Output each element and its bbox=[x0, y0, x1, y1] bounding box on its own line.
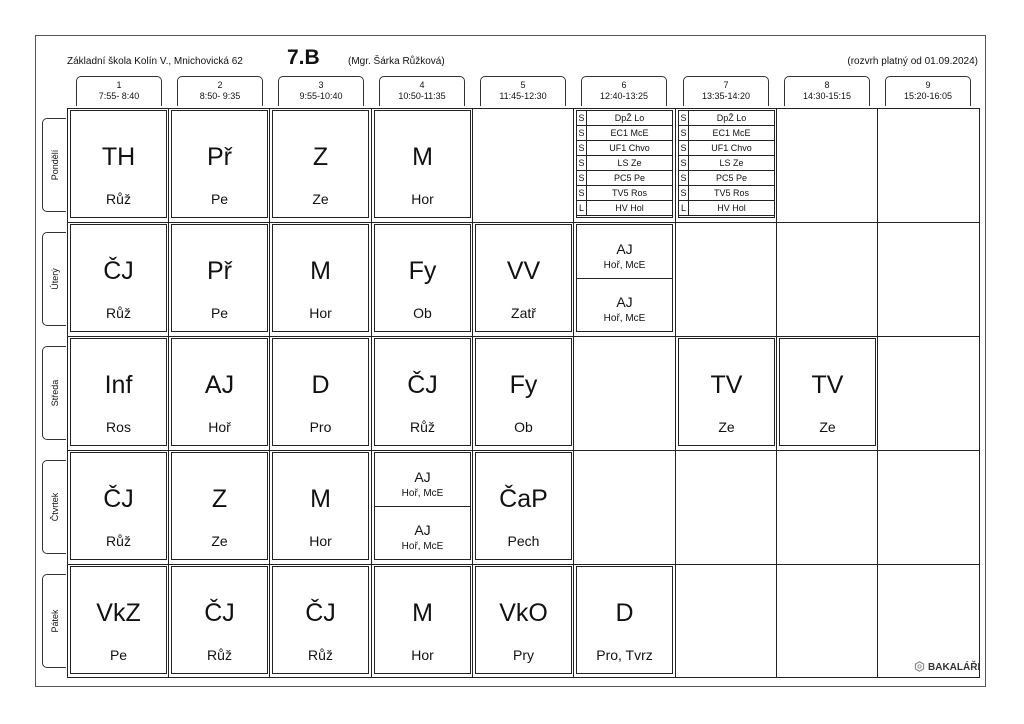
lesson-teacher: Pe bbox=[210, 191, 229, 207]
period-time: 13:35-14:20 bbox=[701, 91, 751, 101]
lesson-teacher: Ze bbox=[211, 533, 228, 549]
group-row bbox=[577, 141, 672, 156]
group-label: HV Hol bbox=[615, 203, 644, 213]
lesson-subject: Př bbox=[207, 143, 232, 171]
lesson-teacher: Růž bbox=[106, 533, 131, 549]
group-type: S bbox=[679, 186, 689, 200]
lesson-subject: ČaP bbox=[499, 485, 548, 513]
lesson-cell[interactable] bbox=[576, 566, 673, 674]
split-half-top bbox=[577, 225, 672, 278]
lesson-teacher: Ze bbox=[718, 419, 735, 435]
lesson-subject: ČJ bbox=[407, 371, 438, 399]
lesson-cell[interactable] bbox=[171, 110, 268, 218]
period-tab-8 bbox=[784, 76, 870, 106]
group-type: L bbox=[577, 201, 587, 215]
group-type: L bbox=[679, 201, 689, 215]
period-time: 14:30-15:15 bbox=[802, 91, 852, 101]
grid-line bbox=[573, 108, 574, 678]
group-type: S bbox=[679, 111, 689, 125]
group-row bbox=[577, 186, 672, 201]
lesson-subject: Fy bbox=[509, 371, 538, 399]
group-label: HV Hol bbox=[717, 203, 746, 213]
group-row bbox=[577, 201, 672, 216]
lesson-subject: AJ bbox=[204, 371, 235, 399]
day-label: Úterý bbox=[49, 268, 60, 290]
lesson-teacher: Pro bbox=[309, 419, 332, 435]
lesson-subject: M bbox=[412, 599, 433, 627]
lesson-subject: ČJ bbox=[103, 485, 134, 513]
grid-line bbox=[371, 108, 372, 678]
class-name: 7.B bbox=[287, 46, 320, 69]
period-tab-4 bbox=[379, 76, 465, 106]
group-type: S bbox=[577, 186, 587, 200]
lesson-subject: M bbox=[310, 485, 331, 513]
group-lesson-cell[interactable] bbox=[678, 110, 775, 218]
lesson-teacher: Pe bbox=[109, 647, 128, 663]
period-tab-7 bbox=[683, 76, 769, 106]
lesson-subject: AJ bbox=[616, 294, 633, 310]
lesson-cell[interactable] bbox=[272, 338, 369, 446]
period-tab-3 bbox=[278, 76, 364, 106]
group-label: UF1 Chvo bbox=[711, 143, 752, 153]
lesson-subject: VkO bbox=[499, 599, 548, 627]
period-tab-9 bbox=[885, 76, 971, 106]
group-label: UF1 Chvo bbox=[609, 143, 650, 153]
period-tab-5 bbox=[480, 76, 566, 106]
group-label: TV5 Ros bbox=[713, 188, 749, 198]
day-label: Středa bbox=[49, 379, 60, 407]
lesson-teacher: Hoř, McE bbox=[401, 488, 444, 499]
lesson-teacher: Zatř bbox=[511, 305, 536, 321]
lesson-teacher: Růž bbox=[207, 647, 232, 663]
lesson-cell[interactable] bbox=[475, 338, 572, 446]
lesson-teacher: Ros bbox=[106, 419, 131, 435]
split-lesson-cell[interactable] bbox=[576, 224, 673, 332]
group-label: LS Ze bbox=[719, 158, 744, 168]
day-tab-monday bbox=[42, 118, 66, 212]
grid-line bbox=[877, 108, 878, 678]
group-row bbox=[679, 141, 774, 156]
lesson-subject: Fy bbox=[408, 257, 437, 285]
grid-line bbox=[472, 108, 473, 678]
lesson-cell[interactable] bbox=[272, 224, 369, 332]
group-row bbox=[577, 111, 672, 126]
lesson-cell[interactable] bbox=[171, 224, 268, 332]
lesson-subject: VV bbox=[506, 257, 541, 285]
group-label: EC1 McE bbox=[610, 128, 649, 138]
lesson-subject: D bbox=[615, 599, 634, 627]
lesson-subject: ČJ bbox=[204, 599, 235, 627]
lesson-teacher: Hoř bbox=[208, 419, 231, 435]
period-number: 5 bbox=[520, 80, 526, 90]
lesson-teacher: Růž bbox=[308, 647, 333, 663]
lesson-cell[interactable] bbox=[475, 566, 572, 674]
bakalari-logo bbox=[914, 661, 980, 673]
lesson-teacher: Hoř, McE bbox=[401, 541, 444, 552]
school-name: Základní škola Kolín V., Mnichovická 62 bbox=[67, 56, 243, 67]
lesson-subject: ČJ bbox=[305, 599, 336, 627]
lesson-cell[interactable] bbox=[70, 452, 167, 560]
group-label: PC5 Pe bbox=[715, 173, 748, 183]
lesson-cell[interactable] bbox=[374, 224, 471, 332]
lesson-teacher: Růž bbox=[410, 419, 435, 435]
group-type: S bbox=[577, 141, 587, 155]
lesson-subject: TV bbox=[710, 371, 743, 399]
lesson-cell[interactable] bbox=[171, 338, 268, 446]
group-type: S bbox=[679, 126, 689, 140]
period-time: 12:40-13:25 bbox=[599, 91, 649, 101]
lesson-teacher: Pe bbox=[210, 305, 229, 321]
lesson-subject: Z bbox=[312, 143, 329, 171]
group-type: S bbox=[577, 126, 587, 140]
period-time: 7:55- 8:40 bbox=[98, 91, 140, 101]
group-row bbox=[679, 111, 774, 126]
lesson-subject: TH bbox=[101, 143, 136, 171]
period-number: 3 bbox=[318, 80, 324, 90]
lesson-teacher: Ob bbox=[514, 419, 533, 435]
split-lesson-cell[interactable] bbox=[374, 452, 471, 560]
day-tab-wednesday bbox=[42, 346, 66, 440]
lesson-subject: Inf bbox=[104, 371, 133, 399]
period-number: 9 bbox=[925, 80, 931, 90]
group-type: S bbox=[577, 111, 587, 125]
period-tab-1 bbox=[76, 76, 162, 106]
period-time: 15:20-16:05 bbox=[903, 91, 953, 101]
period-number: 4 bbox=[419, 80, 425, 90]
lesson-teacher: Hor bbox=[411, 191, 434, 207]
grid-line bbox=[776, 108, 777, 678]
lesson-teacher: Ze bbox=[819, 419, 836, 435]
lesson-subject: ČJ bbox=[103, 257, 134, 285]
lesson-subject: TV bbox=[811, 371, 844, 399]
grid-line bbox=[67, 222, 980, 223]
group-type: S bbox=[577, 171, 587, 185]
group-label: PC5 Pe bbox=[613, 173, 646, 183]
lesson-subject: VkZ bbox=[96, 599, 141, 627]
group-type: S bbox=[679, 141, 689, 155]
period-number: 2 bbox=[217, 80, 223, 90]
grid-line bbox=[67, 564, 980, 565]
group-row bbox=[679, 126, 774, 141]
lesson-teacher: Růž bbox=[106, 191, 131, 207]
group-lesson-cell[interactable] bbox=[576, 110, 673, 218]
lesson-subject: Př bbox=[207, 257, 232, 285]
group-row bbox=[679, 201, 774, 216]
split-half-bottom bbox=[375, 506, 470, 559]
period-number: 1 bbox=[116, 80, 122, 90]
lesson-subject: AJ bbox=[414, 522, 431, 538]
group-row bbox=[577, 171, 672, 186]
group-label: TV5 Ros bbox=[611, 188, 647, 198]
period-number: 7 bbox=[723, 80, 729, 90]
lesson-teacher: Hor bbox=[411, 647, 434, 663]
split-half-top bbox=[375, 453, 470, 506]
lesson-teacher: Hor bbox=[309, 305, 332, 321]
lesson-teacher: Ob bbox=[413, 305, 432, 321]
group-label: LS Ze bbox=[617, 158, 642, 168]
lesson-subject: AJ bbox=[616, 241, 633, 257]
lesson-cell[interactable] bbox=[272, 110, 369, 218]
day-tab-tuesday bbox=[42, 232, 66, 326]
lesson-teacher: Hor bbox=[309, 533, 332, 549]
lesson-cell[interactable] bbox=[374, 338, 471, 446]
lesson-cell[interactable] bbox=[70, 338, 167, 446]
day-tab-friday bbox=[42, 574, 66, 668]
lesson-teacher: Pry bbox=[513, 647, 534, 663]
group-row bbox=[679, 156, 774, 171]
day-label: Čtvrtek bbox=[49, 492, 60, 522]
lesson-teacher: Ze bbox=[312, 191, 329, 207]
day-tab-thursday bbox=[42, 460, 66, 554]
group-label: EC1 McE bbox=[712, 128, 751, 138]
grid-line bbox=[168, 108, 169, 678]
lesson-cell[interactable] bbox=[374, 566, 471, 674]
bakalari-logo-text: BAKALÁŘI bbox=[928, 662, 981, 673]
period-number: 6 bbox=[621, 80, 627, 90]
lesson-cell[interactable] bbox=[70, 566, 167, 674]
lesson-cell[interactable] bbox=[70, 224, 167, 332]
lesson-subject: D bbox=[311, 371, 330, 399]
group-type: S bbox=[679, 156, 689, 170]
grid-line bbox=[675, 108, 676, 678]
lesson-teacher: Růž bbox=[106, 305, 131, 321]
group-row bbox=[577, 156, 672, 171]
lesson-subject: M bbox=[412, 143, 433, 171]
period-time: 8:50- 9:35 bbox=[199, 91, 241, 101]
period-time: 10:50-11:35 bbox=[398, 91, 446, 101]
period-tab-6 bbox=[581, 76, 667, 106]
day-label: Pátek bbox=[49, 609, 60, 633]
group-label: DpŽ Lo bbox=[614, 113, 645, 123]
lesson-cell[interactable] bbox=[272, 452, 369, 560]
group-type: S bbox=[679, 171, 689, 185]
group-row bbox=[577, 126, 672, 141]
lesson-cell[interactable] bbox=[171, 452, 268, 560]
class-teacher: (Mgr. Šárka Růžková) bbox=[348, 56, 445, 67]
period-time: 11:45-12:30 bbox=[499, 91, 547, 101]
lesson-cell[interactable] bbox=[272, 566, 369, 674]
lesson-teacher: Hoř, McE bbox=[603, 260, 646, 271]
lesson-cell[interactable] bbox=[70, 110, 167, 218]
lesson-cell[interactable] bbox=[475, 452, 572, 560]
period-tab-2 bbox=[177, 76, 263, 106]
grid-line bbox=[67, 450, 980, 451]
group-type: S bbox=[577, 156, 587, 170]
group-label: DpŽ Lo bbox=[716, 113, 747, 123]
split-half-bottom bbox=[577, 278, 672, 331]
valid-from: (rozvrh platný od 01.09.2024) bbox=[847, 56, 978, 67]
lesson-subject: Z bbox=[211, 485, 228, 513]
lesson-cell[interactable] bbox=[374, 110, 471, 218]
day-label: Pondělí bbox=[49, 149, 60, 181]
lesson-cell[interactable] bbox=[779, 338, 876, 446]
grid-line bbox=[269, 108, 270, 678]
lesson-cell[interactable] bbox=[171, 566, 268, 674]
group-row bbox=[679, 186, 774, 201]
lesson-teacher: Pech bbox=[507, 533, 540, 549]
lesson-cell[interactable] bbox=[678, 338, 775, 446]
lesson-teacher: Hoř, McE bbox=[603, 313, 646, 324]
lesson-teacher: Pro, Tvrz bbox=[596, 647, 653, 663]
lesson-subject: M bbox=[310, 257, 331, 285]
lesson-cell[interactable] bbox=[475, 224, 572, 332]
period-time: 9:55-10:40 bbox=[299, 91, 343, 101]
lesson-subject: AJ bbox=[414, 469, 431, 485]
group-row bbox=[679, 171, 774, 186]
grid-line bbox=[67, 336, 980, 337]
bakalari-gear-icon bbox=[914, 661, 925, 672]
period-number: 8 bbox=[824, 80, 830, 90]
